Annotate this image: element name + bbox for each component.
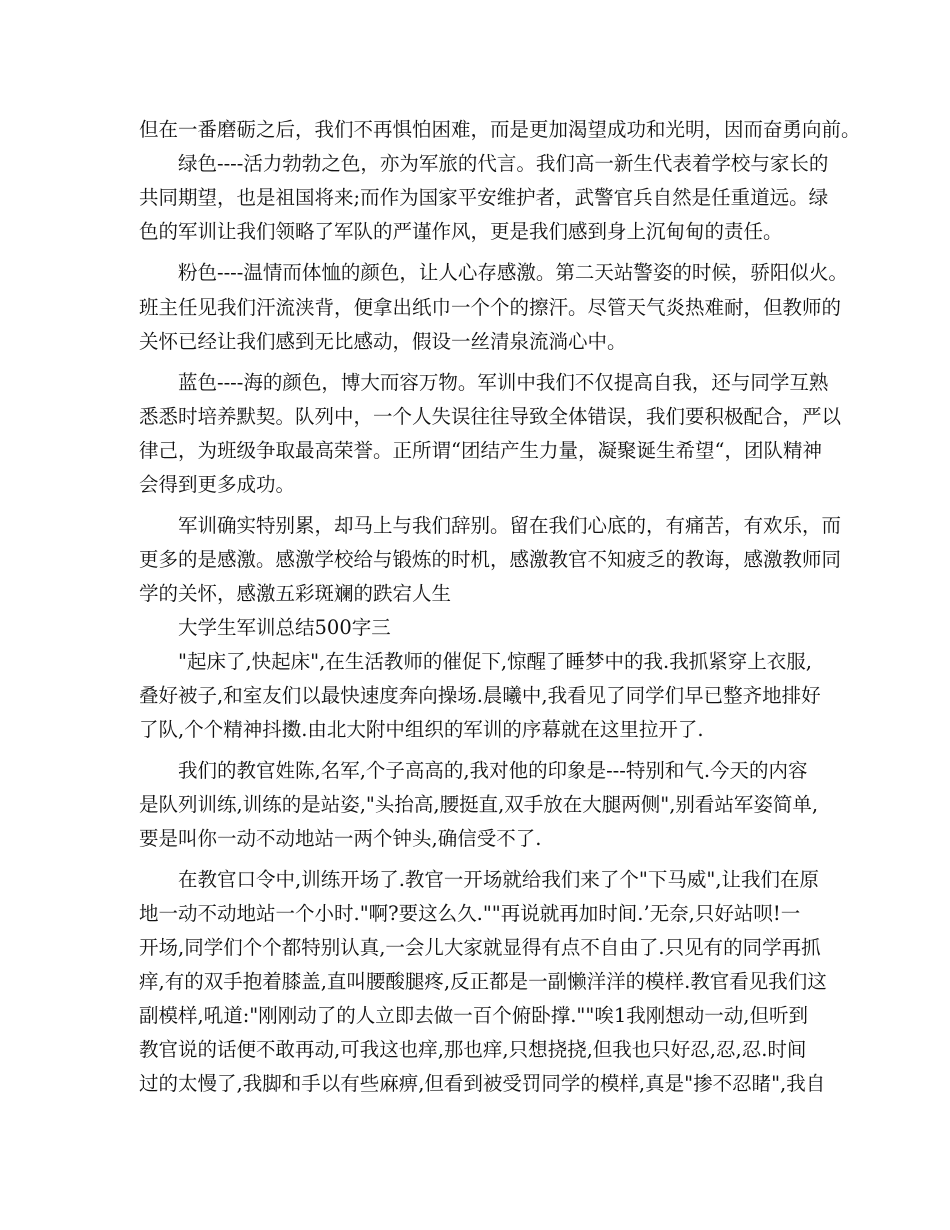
paragraph-line: 痒,有的双手抱着膝盖,直叫腰酸腿疼,反正都是一副懒洋洋的模样.教官看见我们这 — [139, 970, 827, 993]
paragraph-line: 蓝色----海的颜色，博大而容万物。军训中我们不仅提高自我，还与同学互熟 — [178, 371, 829, 394]
paragraph-line: 是队列训练,训练的是站姿,"头抬高,腰挺直,双手放在大腿两侧",别看站军姿简单, — [139, 793, 819, 816]
paragraph-line: 绿色----活力勃勃之色，亦为军旅的代言。我们高一新生代表着学校与家长的 — [178, 152, 829, 175]
paragraph-line: 关怀已经让我们感到无比感动，假设一丝清泉流淌心中。 — [139, 330, 627, 353]
paragraph-line: 军训确实特别累，却马上与我们辞别。留在我们心底的，有痛苦，有欢乐，而 — [178, 514, 842, 537]
paragraph-line: 更多的是感激。感激学校给与锻炼的时机，感激教官不知疲乏的教诲，感激教师同 — [139, 548, 842, 571]
paragraph-line: 学的关怀，感激五彩斑斓的跌宕人生 — [139, 582, 452, 605]
paragraph-line: 律己，为班级争取最高荣誉。正所谓“团结产生力量，凝聚诞生希望“，团队精神 — [139, 439, 822, 462]
paragraph-line: 在教官口令中,训练开场了.教官一开场就给我们来了个"下马威",让我们在原 — [178, 868, 820, 891]
section-heading: 大学生军训总结500字三 — [178, 616, 391, 639]
paragraph-line: 开场,同学们个个都特别认真,一会儿大家就显得有点不自由了.只见有的同学再抓 — [139, 936, 821, 959]
paragraph-line: 地一动不动地站一个小时."啊?要这么久.""再说就再加时间.’无奈,只好站呗!一 — [139, 902, 801, 925]
paragraph-line: 叠好被子,和室友们以最快速度奔向操场.晨曦中,我看见了同学们早已整齐地排好 — [139, 684, 821, 707]
paragraph-line: 色的军训让我们领略了军队的严谨作风，更是我们感到身上沉甸甸的责任。 — [139, 220, 783, 243]
paragraph-line: "起床了,快起床",在生活教师的催促下,惊醒了睡梦中的我.我抓紧穿上衣服, — [178, 650, 812, 673]
paragraph-line: 会得到更多成功。 — [139, 473, 296, 496]
paragraph-line: 副模样,吼道:"刚刚动了的人立即去做一百个俯卧撑.""唉1我刚想动一动,但听到 — [139, 1004, 808, 1027]
paragraph-line: 要是叫你一动不动地站一两个钟头,确信受不了. — [139, 827, 542, 850]
paragraph-line: 粉色----温情而体恤的颜色，让人心存感激。第二天站警姿的时候，骄阳似火。 — [178, 261, 848, 284]
paragraph-line: 悉悉时培养默契。队列中，一个人失误往往导致全体错误，我们要积极配合，严以 — [139, 405, 842, 428]
paragraph-line: 但在一番磨砺之后，我们不再惧怕困难，而是更加渴望成功和光明，因而奋勇向前。 — [139, 118, 861, 141]
paragraph-line: 班主任见我们汗流浃背，便拿出纸巾一个个的擦汗。尽管天气炎热难耐，但教师的 — [139, 296, 842, 319]
paragraph-line: 教官说的话便不敢再动,可我这也痒,那也痒,只想挠挠,但我也只好忍,忍,忍.时间 — [139, 1038, 807, 1061]
paragraph-line: 了队,个个精神抖擞.由北大附中组织的军训的序幕就在这里拉开了. — [139, 718, 704, 741]
paragraph-line: 过的太慢了,我脚和手以有些麻痹,但看到被受罚同学的模样,真是"掺不忍睹",我自 — [139, 1072, 826, 1095]
paragraph-line: 我们的教官姓陈,名军,个子高高的,我对他的印象是---特别和气.今天的内容 — [178, 759, 808, 782]
paragraph-line: 共同期望，也是祖国将来;而作为国家平安维护者，武警官兵自然是任重道远。绿 — [139, 186, 829, 209]
